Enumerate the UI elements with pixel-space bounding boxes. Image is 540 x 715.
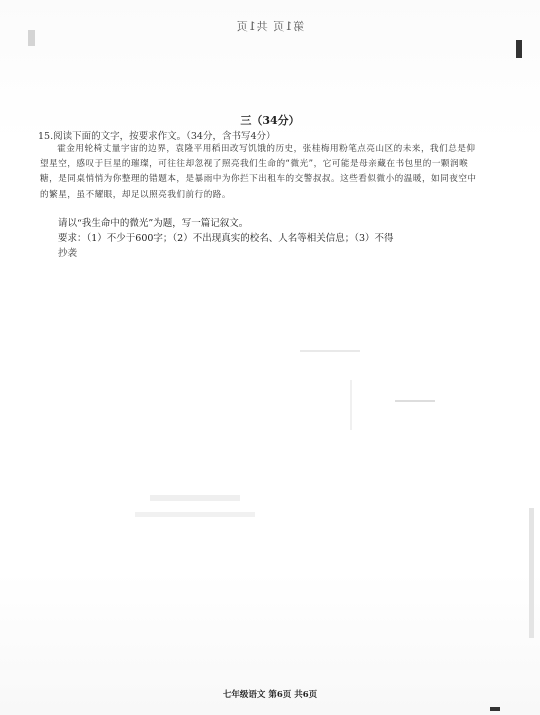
writing-task: 请以“我生命中的微光”为题，写一篇记叙文。	[58, 218, 249, 229]
section-title: 三（34分）	[240, 114, 300, 127]
question-prompt: 15.阅读下面的文字，按要求作文。（34分，含书写4分）	[38, 131, 276, 142]
scan-smudge	[395, 400, 435, 402]
scan-smudge	[150, 495, 240, 501]
scan-corner-mark	[490, 707, 500, 711]
requirements: 要求：（1）不少于600字；（2）不出现真实的校名、人名等相关信息；（3）不得	[58, 233, 394, 244]
scan-smudge	[135, 512, 255, 517]
page-footer: 七年级语文 第6页 共6页	[222, 690, 318, 700]
scan-smudge	[350, 380, 352, 430]
scan-smudge	[300, 350, 360, 352]
scan-shadow	[529, 508, 534, 638]
requirements-continued: 抄袭	[58, 248, 78, 259]
reading-passage: 霍金用轮椅丈量宇宙的边界，袁隆平用稻田改写饥饿的历史，张桂梅用粉笔点亮山区的未来，我们总是仰望星空，感叹于巨星的璀璨，可往往却忽视了照亮我们生命的“微光”，它可能是母亲藏在书包里的一颗润喉糖，是同桌悄悄为你整理的错题本，是暴雨中为你拦下出租车的交警叔叔。这些看似微小的温暖，如同夜空中的繁星，虽不耀眼，却足以照亮我们前行的路。	[40, 144, 477, 200]
bleed-through-header: 第1页 共1页	[235, 20, 305, 33]
scan-edge-mark	[516, 40, 522, 58]
